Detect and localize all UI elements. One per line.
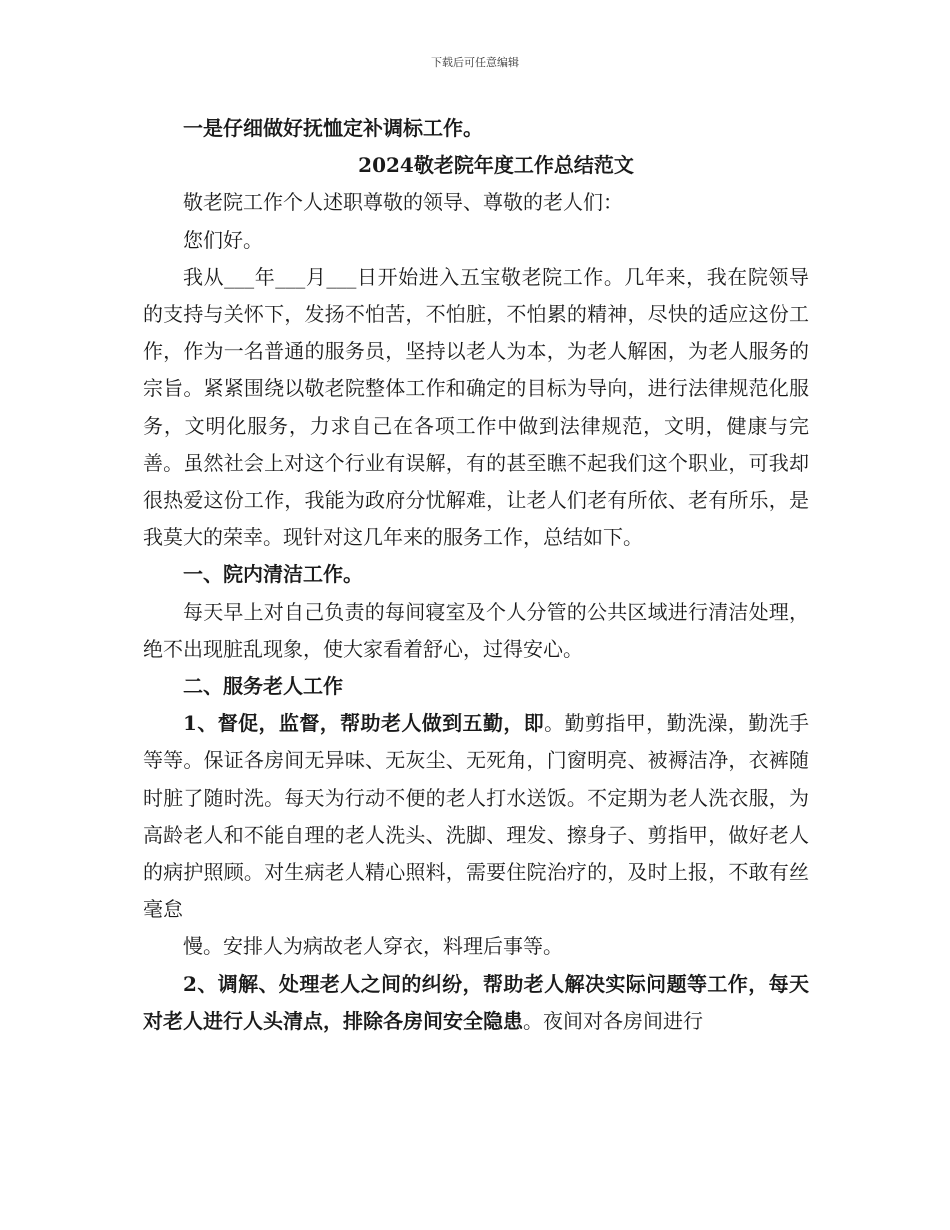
item-2-lead: 2、调解、处理老人之间的纠纷，帮助老人解决实际问题等工作，每天对老人进行人头清点，排除各房间安全隐患 bbox=[143, 971, 809, 1033]
section-heading-service: 二、服务老人工作 bbox=[183, 674, 343, 699]
document-body bbox=[143, 110, 809, 1040]
item-2-body: 。夜间对各房间进行 bbox=[523, 1008, 703, 1033]
salutation: 敬老院工作个人述职尊敬的领导、尊敬的老人们： bbox=[183, 190, 623, 215]
paragraph-cleaning: 每天早上对自己负责的每间寝室及个人分管的公共区域进行清洁处理，绝不出现脏乱现象，使大家看着舒心，过得安心。 bbox=[143, 599, 809, 661]
document-title: 2024敬老院年度工作总结范文 bbox=[358, 153, 634, 178]
greeting: 您们好。 bbox=[183, 227, 263, 252]
section-heading-cleaning: 一、院内清洁工作。 bbox=[183, 562, 363, 587]
item-1-body: 。勤剪指甲，勤洗澡，勤洗手等等。保证各房间无异味、无灰尘、无死角，门窗明亮、被褥洁净，衣裤随时脏了随时洗。每天为行动不便的老人打水送饭。不定期为老人洗衣服，为高龄老人和不能自理的老人洗头、洗脚、理发、擦身子、剪指甲，做好老人的病护照顾。对生病老人精心照料，需要住院治疗的，及时上报，不敢有丝毫怠 bbox=[143, 711, 810, 922]
paragraph-item-2 bbox=[143, 966, 809, 1040]
paragraph-item-1 bbox=[143, 705, 809, 928]
running-header: 下载后可任意编辑 bbox=[431, 56, 519, 69]
intro-heading: 一是仔细做好抚恤定补调标工作。 bbox=[183, 116, 483, 140]
item-1-lead: 1、督促，监督，帮助老人做到五勤，即 bbox=[183, 711, 545, 736]
paragraph-intro: 我从___年___月___日开始进入五宝敬老院工作。几年来，我在院领导的支持与关怀下，发扬不怕苦，不怕脏，不怕累的精神，尽快的适应这份工作，作为一名普通的服务员，坚持以老人为本，为老人解困，为老人服务的宗旨。紧紧围绕以敬老院整体工作和确定的目标为导向，进行法律规范化服务，文明化服务，力求自己在各项工作中做到法律规范，文明，健康与完善。虽然社会上对这个行业有误解，有的甚至瞧不起我们这个职业，可我却很热爱这份工作，我能为政府分忧解难，让老人们老有所依、老有所乐，是我莫大的荣幸。现针对这几年来的服务工作，总结如下。 bbox=[143, 264, 809, 550]
paragraph-item-1-continued: 慢。安排人为病故老人穿衣，料理后事等。 bbox=[183, 934, 563, 959]
